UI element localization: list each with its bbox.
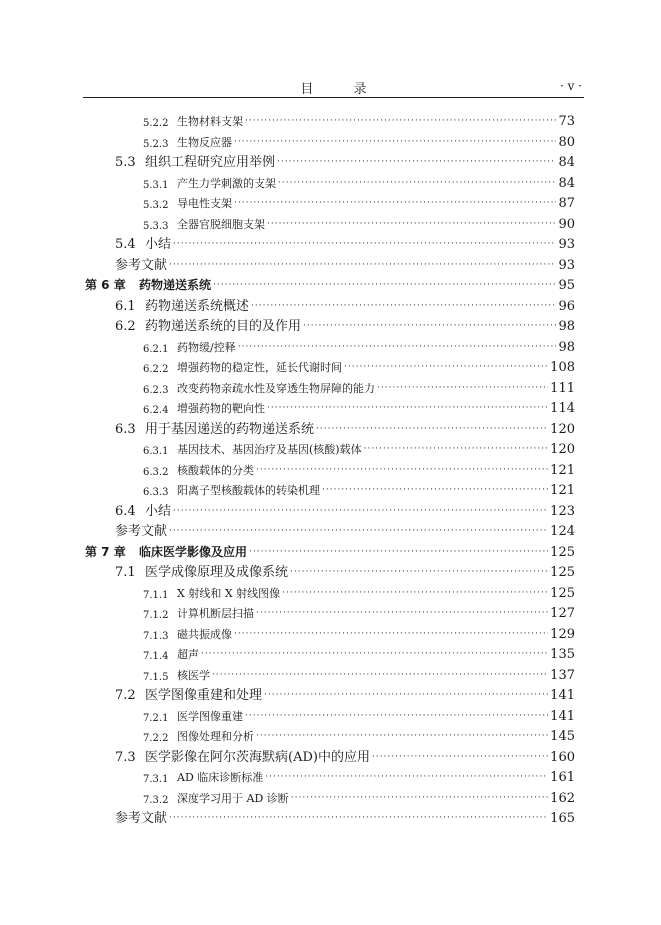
toc-section-entry[interactable]: [143, 132, 575, 150]
dot-leader: [173, 240, 556, 249]
toc-section-entry[interactable]: [143, 173, 575, 191]
dot-leader: [169, 814, 548, 823]
toc-entry-title: 核医学: [177, 668, 210, 682]
toc-section-entry[interactable]: [143, 357, 575, 375]
toc-entry-number: 5.3: [115, 155, 136, 170]
toc-entry-title: 全器官脱细胞支架: [177, 217, 265, 231]
dot-leader: [169, 261, 556, 270]
toc-entry-number: 7.2.2: [143, 733, 169, 744]
toc-entry-title: 生物反应器: [177, 135, 232, 149]
toc-section-entry[interactable]: [115, 234, 575, 252]
toc-section-entry[interactable]: [115, 685, 575, 703]
toc-entry-title: 阳离子型核酸载体的转染机理: [177, 484, 320, 497]
toc-entry-title: 导电性支架: [177, 197, 232, 210]
dot-leader: [201, 650, 548, 659]
dot-leader: [234, 199, 556, 208]
toc-entry-page-number: 121: [550, 462, 575, 478]
toc-section-entry[interactable]: [115, 562, 575, 580]
toc-references-entry[interactable]: [115, 255, 575, 273]
toc-entry-title: AD 临床诊断标准: [177, 771, 264, 784]
toc-entry-number: 5.2.2: [143, 118, 169, 129]
toc-entry-title: 超声: [177, 648, 199, 661]
toc-section-entry[interactable]: [115, 419, 575, 437]
toc-entry-page-number: 162: [550, 790, 575, 806]
toc-entry-title: 医学图像重建: [177, 709, 243, 723]
dot-leader: [213, 281, 556, 290]
toc-section-entry[interactable]: [143, 583, 575, 601]
dot-leader: [290, 568, 548, 577]
toc-entry-number: 7.1.5: [143, 671, 169, 683]
toc-section-entry[interactable]: [143, 111, 575, 129]
toc-entry-number: 6.3.3: [143, 487, 169, 498]
dot-leader: [372, 753, 548, 762]
toc-entry-page-number: 129: [550, 626, 575, 642]
toc-section-entry[interactable]: [143, 193, 575, 211]
toc-entry-page-number: 123: [550, 503, 575, 519]
dot-leader: [234, 138, 556, 147]
toc-entry-page-number: 165: [550, 811, 575, 826]
toc-section-entry[interactable]: [115, 152, 575, 170]
toc-entry-number: 6.2.2: [143, 364, 169, 375]
toc-references-entry[interactable]: [115, 521, 575, 539]
toc-entry-title: 图像处理和分析: [177, 730, 254, 743]
toc-entry-number: 7.1.1: [143, 589, 169, 601]
dot-leader: [169, 527, 548, 536]
toc-entry-page-number: 84: [558, 175, 575, 191]
toc-entry-title: 深度学习用于 AD 诊断: [177, 791, 289, 805]
dot-leader: [264, 691, 548, 700]
running-header: [83, 78, 584, 98]
toc-entry-page-number: 108: [550, 360, 575, 375]
toc-section-entry[interactable]: [143, 767, 575, 785]
toc-entry-title: 医学图像重建和处理: [145, 688, 263, 703]
dot-leader: [344, 363, 548, 372]
toc-entry-page-number: 161: [550, 770, 575, 785]
toc-entry-title: 用于基因递送的药物递送系统: [145, 421, 315, 437]
toc-entry-number: 6.1: [115, 298, 136, 314]
toc-section-entry[interactable]: [143, 624, 575, 642]
toc-section-entry[interactable]: [143, 460, 575, 478]
toc-section-entry[interactable]: [143, 480, 575, 498]
dot-leader: [291, 794, 548, 803]
toc-entry-title: 生物材料支架: [177, 115, 243, 128]
toc-section-entry[interactable]: [143, 214, 575, 232]
toc-entry-number: 7.3.1: [143, 774, 169, 785]
toc-entry-page-number: 80: [558, 134, 575, 150]
toc-section-entry[interactable]: [115, 501, 575, 519]
dot-leader: [267, 220, 556, 229]
header-page-number: · v ·: [559, 79, 582, 93]
toc-entry-title: 增强药物的稳定性，延长代谢时间: [177, 361, 342, 374]
toc-entry-page-number: 95: [558, 278, 575, 293]
toc-section-entry[interactable]: [143, 788, 575, 806]
toc-chapter-entry[interactable]: [85, 275, 575, 293]
toc-entry-number: 5.4: [115, 237, 136, 252]
toc-entry-number: 7.1.4: [143, 651, 169, 662]
toc-entry-title: 参考文献: [115, 524, 168, 539]
dot-leader: [256, 609, 548, 618]
toc-entry-title: 小结: [145, 503, 172, 519]
dot-leader: [234, 630, 548, 639]
toc-section-entry[interactable]: [143, 398, 575, 416]
toc-entry-page-number: 125: [550, 565, 575, 580]
toc-entry-number: 6.4: [115, 503, 136, 519]
dot-leader: [245, 712, 548, 721]
toc-entry-number: 7.3.2: [143, 794, 169, 806]
toc-entry-page-number: 137: [550, 667, 575, 683]
toc-entry-title: X 射线和 X 射线图像: [177, 586, 281, 600]
toc-entry-number: 5.3.2: [143, 200, 169, 211]
toc-entry-number: 7.2: [115, 688, 136, 703]
toc-entry-title: 临床医学影像及应用: [139, 544, 248, 559]
toc-entry-number: 6.2: [115, 319, 136, 334]
dot-leader: [251, 302, 556, 311]
toc-entry-page-number: 125: [550, 585, 575, 601]
dot-leader: [256, 732, 548, 741]
dot-leader: [277, 158, 556, 167]
toc-entry-page-number: 93: [558, 237, 575, 252]
toc-entry-page-number: 114: [550, 401, 575, 416]
toc-entry-title: 磁共振成像: [177, 627, 232, 641]
toc-section-entry[interactable]: [143, 603, 575, 621]
toc-entry-number: 6.2.4: [143, 405, 169, 416]
toc-entry-title: 医学成像原理及成像系统: [145, 565, 289, 580]
toc-entry-title: 计算机断层扫描: [177, 607, 254, 620]
toc-entry-number: 5.2.3: [143, 138, 169, 150]
toc-section-entry[interactable]: [115, 296, 575, 314]
toc-entry-number: 7.1.3: [143, 630, 169, 642]
toc-entry-page-number: 145: [550, 729, 575, 744]
toc-entry-number: 第 7 章: [85, 544, 126, 559]
dot-leader: [377, 384, 548, 393]
toc-entry-title: 药物递送系统: [139, 278, 212, 292]
toc-entry-number: 6.2.1: [143, 343, 169, 355]
toc-entry-title: 产生力学刺激的支架: [177, 176, 276, 190]
header-title: 目 录: [300, 82, 385, 97]
dot-leader: [303, 322, 556, 331]
toc-entry-title: 医学影像在阿尔茨海默病(AD)中的应用: [145, 749, 370, 765]
toc-entry-page-number: 125: [550, 544, 575, 560]
toc-section-entry[interactable]: [143, 665, 575, 683]
toc-chapter-entry[interactable]: [85, 542, 575, 560]
toc-entry-page-number: 90: [558, 216, 575, 232]
dot-leader: [364, 445, 549, 454]
toc-entry-title: 增强药物的靶向性: [177, 402, 265, 415]
toc-entry-title: 参考文献: [115, 257, 168, 273]
toc-entry-number: 7.3: [115, 749, 136, 765]
toc-entry-number: 6.3: [115, 421, 136, 437]
toc-entry-page-number: 120: [550, 421, 575, 437]
toc-entry-page-number: 98: [558, 339, 575, 355]
dot-leader: [245, 117, 556, 126]
toc-section-entry[interactable]: [143, 706, 575, 724]
toc-entry-page-number: 87: [558, 196, 575, 211]
toc-section-entry[interactable]: [143, 378, 575, 396]
toc-entry-page-number: 111: [550, 380, 575, 396]
toc-section-entry[interactable]: [143, 726, 575, 744]
toc-entry-title: 基因技术、基因治疗及基因(核酸)载体: [177, 443, 362, 456]
dot-leader: [249, 548, 548, 557]
toc-section-entry[interactable]: [115, 747, 575, 765]
toc-entry-title: 药物递送系统的目的及作用: [145, 319, 302, 334]
toc-entry-page-number: 96: [558, 298, 575, 314]
toc-entry-page-number: 135: [550, 647, 575, 662]
toc-entry-page-number: 124: [550, 524, 575, 539]
toc-entry-page-number: 127: [550, 606, 575, 621]
toc-entry-title: 组织工程研究应用举例: [145, 155, 276, 170]
toc-entry-number: 7.2.1: [143, 712, 169, 724]
toc-entry-title: 参考文献: [115, 811, 168, 826]
dot-leader: [278, 179, 556, 188]
toc-entry-number: 6.2.3: [143, 384, 169, 396]
toc-entry-page-number: 98: [558, 319, 575, 334]
dot-leader: [316, 425, 548, 434]
toc-entry-page-number: 121: [550, 483, 575, 498]
toc-references-entry[interactable]: [115, 808, 575, 826]
toc-entry-page-number: 160: [550, 749, 575, 765]
toc-entry-number: 5.3.3: [143, 220, 169, 232]
dot-leader: [238, 343, 557, 352]
toc-entry-title: 小结: [145, 237, 172, 252]
dot-leader: [322, 486, 548, 495]
toc-entry-number: 6.3.2: [143, 466, 169, 478]
toc-entry-number: 7.1: [115, 565, 136, 580]
toc-entry-title: 核酸载体的分类: [177, 463, 254, 477]
toc-entry-page-number: 93: [558, 257, 575, 273]
toc-entry-page-number: 120: [550, 442, 575, 457]
toc-section-entry[interactable]: [143, 439, 575, 457]
toc-entry-number: 5.3.1: [143, 179, 169, 191]
toc-entry-title: 药物递送系统概述: [145, 298, 250, 314]
toc-entry-page-number: 141: [550, 688, 575, 703]
toc-section-entry[interactable]: [143, 337, 575, 355]
dot-leader: [173, 507, 548, 516]
dot-leader: [267, 404, 548, 413]
toc-section-entry[interactable]: [143, 644, 575, 662]
dot-leader: [256, 466, 548, 475]
toc-entry-page-number: 141: [550, 708, 575, 724]
toc-entry-title: 药物缓/控释: [177, 340, 236, 354]
toc-entry-title: 改变药物亲疏水性及穿透生物屏障的能力: [177, 381, 375, 395]
toc-entry-number: 6.3.1: [143, 446, 169, 457]
toc-entry-page-number: 84: [558, 155, 575, 170]
toc-entry-page-number: 73: [558, 114, 575, 129]
dot-leader: [212, 671, 548, 680]
toc-section-entry[interactable]: [115, 316, 575, 334]
dot-leader: [282, 589, 548, 598]
dot-leader: [265, 773, 548, 782]
toc-entry-number: 7.1.2: [143, 610, 169, 621]
toc-entry-number: 第 6 章: [85, 278, 126, 292]
